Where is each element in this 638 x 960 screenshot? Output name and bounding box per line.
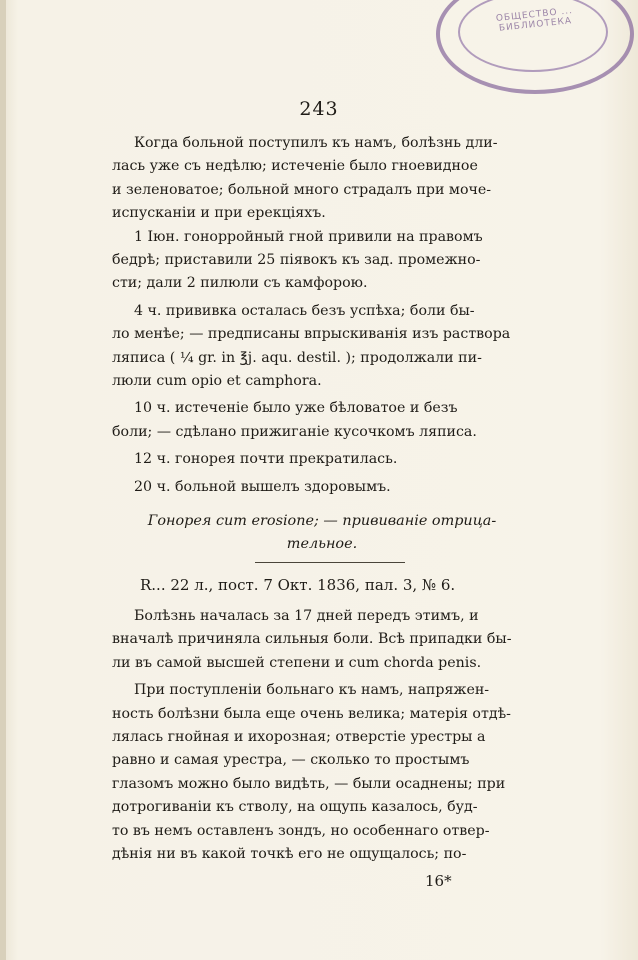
section-divider xyxy=(255,562,405,563)
library-stamp xyxy=(436,0,634,94)
paragraph-case-intro xyxy=(112,132,532,226)
text-line: 1 Іюн. гонорройный гной привили на правомъ xyxy=(134,228,483,245)
text-line: ность болѣзни была еще очень велика; матерія отдѣ- xyxy=(112,705,511,722)
text-line: Когда больной поступилъ къ намъ, болѣзнь дли- xyxy=(134,135,498,151)
text-line: дѣнія ни въ какой точкѣ его не ощущалось; по- xyxy=(112,846,467,863)
page-number: 243 xyxy=(299,98,339,120)
text-line: 12 ч. гонорея почти прекратилась. xyxy=(134,451,398,468)
text-line: равно и самая урестра, — сколько то простымъ xyxy=(112,752,470,769)
paragraph-day-20 xyxy=(112,476,532,499)
text-line: бедрѣ; приставили 25 піявокъ къ зад. промежно- xyxy=(112,252,481,269)
text-line: 4 ч. прививка осталась безъ успѣха; боли бы- xyxy=(134,302,475,319)
text-line: вначалѣ причиняла сильныя боли. Всѣ припадки бы- xyxy=(112,631,512,648)
paragraph-day-12 xyxy=(112,448,532,471)
text-line: испусканіи и при ерекціяхъ. xyxy=(112,205,326,222)
text-line: ли въ самой высшей степени и cum chorda penis. xyxy=(112,654,482,671)
bottom-text-block xyxy=(112,605,532,866)
text-line: то въ немъ оставленъ зондъ, но особеннаго отвер- xyxy=(112,822,490,839)
page-spine-shadow xyxy=(0,0,6,960)
printer-signature: 16* xyxy=(425,872,452,890)
text-line: 10 ч. истеченіе было уже бѣловатое и безъ xyxy=(134,400,458,417)
top-text-block xyxy=(112,132,532,499)
text-line: лась уже съ недѣлю; истеченіе было гноевидное xyxy=(112,158,478,175)
text-line: и зеленоватое; больной много страдалъ при моче- xyxy=(112,181,492,198)
text-line: дотрогиваніи къ стволу, на ощупь казалось, буд- xyxy=(112,799,478,816)
heading-line: тельное. xyxy=(286,536,358,552)
text-line: При поступленіи больнаго къ намъ, напряжен- xyxy=(134,682,490,699)
paragraph-day-10 xyxy=(112,397,532,444)
section-heading xyxy=(112,510,532,556)
text-line: ляписа ( ¼ gr. in ℥j. aqu. destil. ); продолжали пи- xyxy=(112,349,482,366)
paragraph-day-4 xyxy=(112,300,532,394)
heading-line: Гонорея cum erosione; — прививаніе отрица- xyxy=(147,513,497,529)
case-header: R... 22 л., пост. 7 Окт. 1836, пал. 3, № 6. xyxy=(140,576,456,594)
text-line: люли cum opio et camphora. xyxy=(112,373,322,390)
paragraph-admission xyxy=(112,679,532,866)
paragraph-june-1 xyxy=(112,226,532,296)
library-stamp-text: ОБЩЕСТВО ... БИБЛИОТЕКА xyxy=(495,6,574,34)
text-line: 20 ч. больной вышелъ здоровымъ. xyxy=(134,478,391,495)
text-line: сти; дали 2 пилюли съ камфорою. xyxy=(112,275,368,292)
text-line: глазомъ можно было видѣть, — были осаднены; при xyxy=(112,775,506,792)
text-line: боли; — сдѣлано прижиганіе кусочкомъ ляписа. xyxy=(112,423,477,440)
text-line: ло менѣе; — предписаны впрыскиванія изъ раствора xyxy=(112,326,511,343)
text-line: лялась гнойная и ихорозная; отверстіе урестры а xyxy=(112,729,486,746)
paragraph-onset xyxy=(112,605,532,675)
text-line: Болѣзнь началась за 17 дней передъ этимъ, и xyxy=(134,608,479,624)
